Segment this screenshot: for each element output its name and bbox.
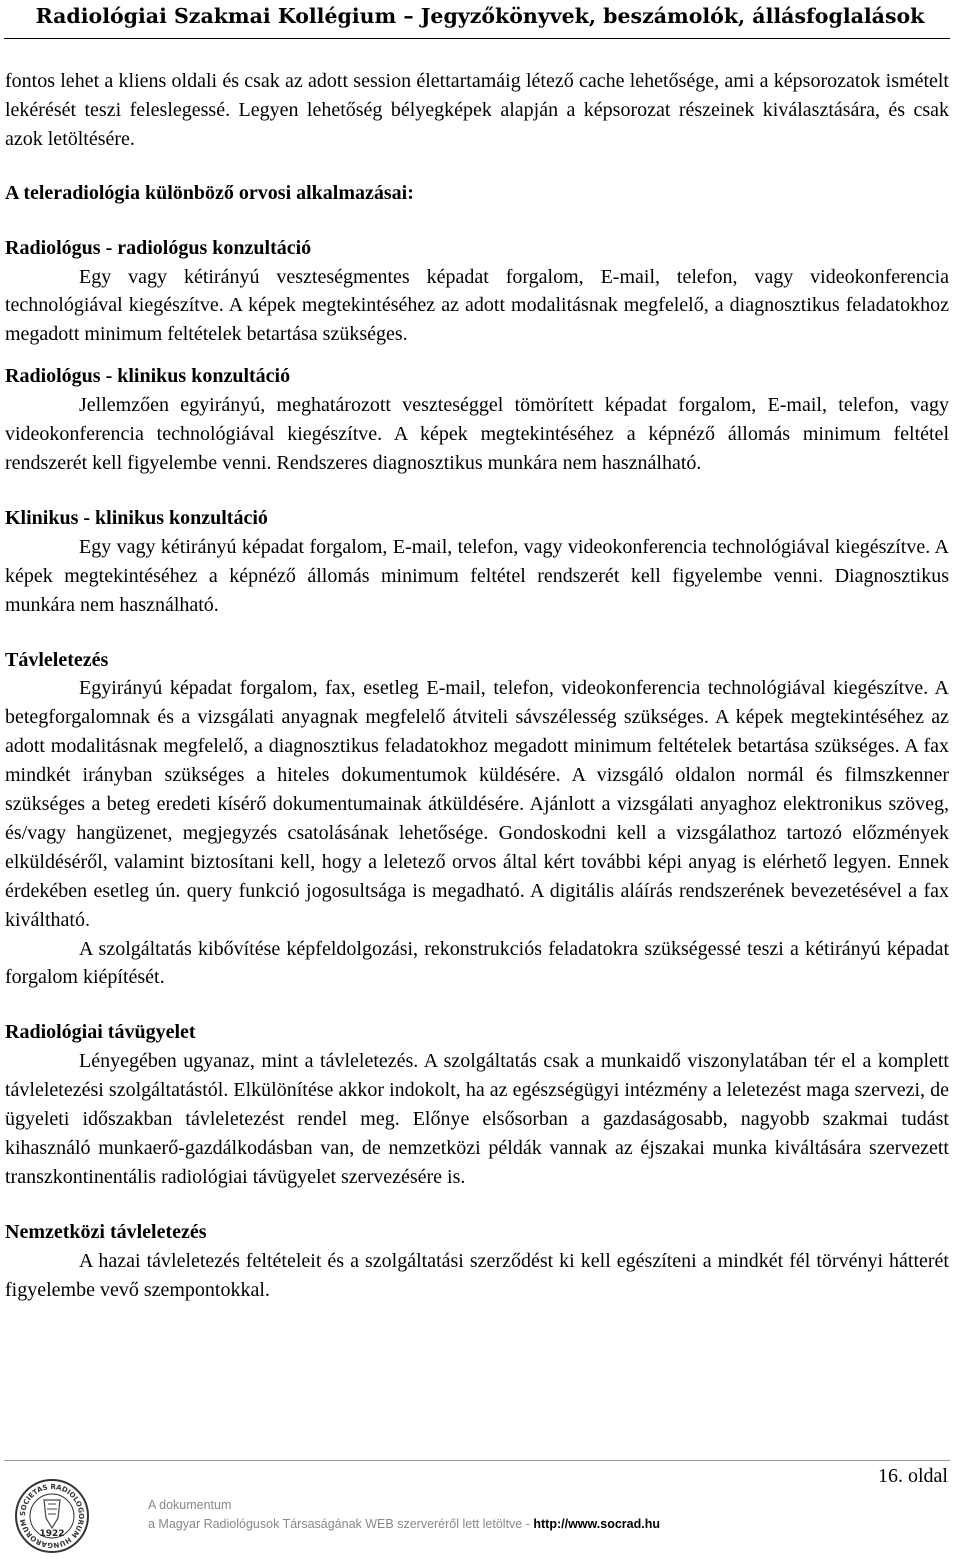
page-header — [0, 0, 960, 36]
section-heading: Klinikus - klinikus konzultáció — [5, 506, 268, 529]
seal-text: SOCIETAS RADIOLOGORUM HUNGARORUM — [18, 1482, 86, 1550]
section-heading: Nemzetközi távleletezés — [5, 1220, 207, 1243]
footer-line-2 — [148, 1515, 660, 1534]
society-seal-icon — [14, 1478, 90, 1554]
footer-line-1: A dokumentum — [148, 1498, 232, 1512]
section-paragraph: Egy vagy kétirányú veszteségmentes képadat forgalom, E-mail, telefon, vagy videokonferencia technológiával kiegészítve. A képek megtekintéséhez az adott modalitásnak megfelelő, a diagnosztikus feladatokhoz megadott minimum feltételek betartása szükséges. — [5, 265, 949, 346]
footer-note — [148, 1496, 660, 1534]
header-title: Radiológiai Szakmai Kollégium – Jegyzőkönyvek, beszámolók, állásfoglalások — [35, 4, 925, 28]
section-heading: Radiológus - klinikus konzultáció — [5, 365, 291, 388]
header-rule — [4, 38, 950, 39]
seal-year: 1922 — [39, 1529, 65, 1539]
socrad-link[interactable]: http://www.socrad.hu — [533, 1517, 660, 1531]
footer-rule — [4, 1460, 950, 1461]
section-heading: Radiológiai távügyelet — [5, 1021, 196, 1044]
section-heading: Radiológus - radiológus konzultáció — [5, 236, 312, 259]
document-body — [5, 67, 949, 1305]
intro-paragraph: fontos lehet a kliens oldali és csak az adott session élettartamáig létező cache lehetősége, ami a képsorozatok ismételt lekérését teszi feleslegessé. Legyen lehetőség bélyegképek alapján a képsorozat részeinek kiválasztására, és csak azok letöltésére. — [5, 70, 949, 150]
svg-text:SOCIETAS RADIOLOGORUM HUNGAROR — [19, 1483, 85, 1549]
section-paragraph: Egyirányú képadat forgalom, fax, esetleg E-mail, telefon, videokonferencia technológiával kiegészítve. A betegforgalomnak és a vizsgálati anyagnak megfelelő átviteli sávszélesség szükséges. A képek megtekintéséhez az adott modalitásnak megfelelő, a diagnosztikus feladatokhoz megadott minimum feltételek betartása szükséges. A fax mindkét irányban szükséges a hiteles dokumentumok küldésére. A vizsgáló oldalon normál és filmszkenner szükséges a beteg eredeti kísérő dokumentumainak átküldésére. Ajánlott a vizsgálati anyaghoz elektronikus szöveg, és/vagy hangüzenet, megjegyzés csatolásának lehetősége. Gondoskodni kell a vizsgálathoz tartozó előzmények elküldéséről, valamint biztosítani kell, hogy a leletező orvos által kért további képi anyag is elérhető legyen. Ennek érdekében esetleg ún. query funkció jogosultsága is megadható. A digitális aláírás rendszerének bevezetésével a fax kiváltható. — [5, 677, 949, 931]
section-paragraph: Jellemzően egyirányú, meghatározott veszteséggel tömörített képadat forgalom, E-mail, telefon, vagy videokonferencia technológiával kiegészítve. A képek megtekintéséhez a képnéző állomás minimum feltétel rendszerét kell figyelembe venni. Rendszeres diagnosztikus munkára nem használható. — [5, 394, 949, 474]
footer-line-2-text: a Magyar Radiológusok Társaságának WEB szerveréről lett letöltve - — [148, 1517, 534, 1531]
section-paragraph: Lényegében ugyanaz, mint a távleletezés. A szolgáltatás csak a munkaidő viszonylatában tér el a komplett távleletezési szolgáltatástól. Elkülönítése akkor indokolt, ha az egészségügyi intézmény a leletezést maga szervezi, de ügyeleti időszakban távleletezést rendel meg. Előnye elsősorban a gazdaságosabb, nagyobb szakmai tudást kihasználó munkaerő-gazdálkodásban van, de nemzetközi példák vannak az éjszakai munka kiváltására szervezett transzkontinentális radiológiai távügyelet szervezésére is. — [5, 1050, 949, 1188]
main-heading: A teleradiológia különböző orvosi alkalmazásai: — [5, 181, 414, 204]
section-paragraph: A hazai távleletezés feltételeit és a szolgáltatási szerződést ki kell egészíteni a mindkét fél törvényi hátterét figyelembe vevő szempontokkal. — [5, 1249, 949, 1301]
section-paragraph: A szolgáltatás kibővítése képfeldolgozási, rekonstrukciós feladatokra szükségessé teszi a kétirányú képadat forgalom kiépítését. — [5, 937, 949, 989]
page-number: 16. oldal — [878, 1465, 948, 1487]
section-heading: Távleletezés — [5, 648, 109, 671]
section-paragraph: Egy vagy kétirányú képadat forgalom, E-mail, telefon, vagy videokonferencia technológiával kiegészítve. A képek megtekintéséhez a képnéző állomás minimum feltétel rendszerét kell figyelembe venni. Diagnosztikus munkára nem használható. — [5, 535, 949, 616]
